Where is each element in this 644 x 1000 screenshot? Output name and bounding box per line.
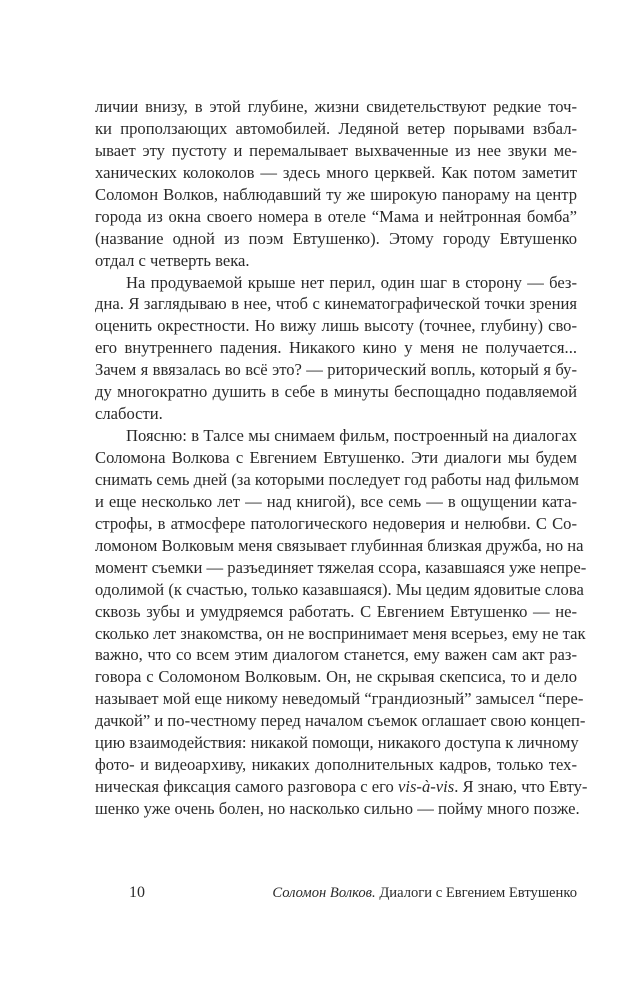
text-line: личии внизу, в этой глубине, жизни свидетельствуют редкие точ- (95, 97, 577, 116)
text-line: отдал с четверть века. (95, 250, 250, 270)
text-line: одолимой (к счастью, только казавшаяся). Мы цедим ядовитые слова (95, 579, 584, 599)
body-text (95, 96, 588, 820)
text-line: важно, что со всем этим диалогом станется, ему важен сам акт раз- (95, 645, 577, 665)
running-title-book: Диалоги с Евгением Евтушенко (375, 885, 577, 901)
text-line: дна. Я заглядываю в нее, чтоб с кинематографической точки зрения (95, 294, 577, 314)
text-line: строфы, в атмосфере патологического недоверия и нелюбви. С Со- (95, 513, 577, 533)
text-line: Соломон Волков, наблюдавший ту же широкую панораму на центр (95, 184, 577, 204)
text-segment: . Я знаю, что Евту- (454, 777, 588, 797)
running-title (272, 885, 577, 902)
text-line: оценить окрестности. Но вижу лишь высоту (точнее, глубину) сво- (95, 316, 577, 336)
paragraph-start-line: На продуваемой крыше нет перил, один шаг в сторону — без- (126, 272, 577, 292)
text-line: дачкой” и по-честному перед началом съемок оглашает свою концеп- (95, 711, 586, 731)
text-line: цию взаимодействия: никакой помощи, никакого доступа к личному (95, 733, 579, 753)
text-line: называет мой еще никому неведомый “грандиозный” замысел “пере- (95, 689, 584, 709)
text-line: ду многократно душить в себе в минуты беспощадно подавляемой (95, 382, 577, 402)
text-segment: ническая фиксация самого разговора с его (95, 777, 398, 797)
text-line: сквозь зубы и умудряемся работать. С Евгением Евтушенко — не- (95, 601, 577, 621)
page-number: 10 (129, 884, 145, 901)
text-line: Зачем я ввязалась во всё это? — риторический вопль, который я бу- (95, 360, 577, 380)
italic-term: vis-à-vis (397, 777, 455, 797)
text-line: (название одной из поэм Евтушенко). Этому городу Евтушенко (95, 228, 577, 248)
text-line: ханических колоколов — здесь много церквей. Как потом заметит (95, 162, 577, 182)
text-line: ки проползающих автомобилей. Ледяной ветер порывами взбал- (95, 118, 577, 138)
text-line: снимать семь дней (за которыми последует год работы над фильмом (95, 469, 579, 489)
text-line: шенко уже очень болен, но насколько сильно — пойму много позже. (95, 799, 580, 818)
text-line: фото- и видеоархиву, никаких дополнительных кадров, только тех- (95, 755, 577, 775)
paragraph-start-line: Поясню: в Талсе мы снимаем фильм, построенный на диалогах (126, 426, 577, 446)
text-line: ломоном Волковым меня связывает глубинная близкая дружба, но на (95, 535, 584, 555)
running-title-author: Соломон Волков. (272, 885, 376, 901)
text-line-with-italic (95, 776, 588, 798)
text-line: и еще несколько лет — над книгой), все семь — в ощущении ката- (95, 491, 577, 511)
text-line: ывает эту пустоту и перемалывает выхваченные из нее звуки ме- (95, 140, 577, 160)
text-line: говора с Соломоном Волковым. Он, не скрывая скепсиса, то и дело (95, 667, 577, 687)
text-line: слабости. (95, 404, 163, 424)
text-line: сколько лет знакомства, он не воспринимает меня всерьез, ему не так (95, 623, 586, 643)
text-line: его внутреннего падения. Никакого кино у меня не получается... (95, 338, 577, 358)
text-line: Соломона Волкова с Евгением Евтушенко. Эти диалоги мы будем (95, 448, 577, 467)
text-line: города из окна своего номера в отеле “Мама и нейтронная бомба” (95, 206, 577, 226)
text-line: момент съемки — разъединяет тяжелая ссора, казавшаяся уже непре- (95, 557, 587, 577)
page-footer (95, 882, 577, 906)
